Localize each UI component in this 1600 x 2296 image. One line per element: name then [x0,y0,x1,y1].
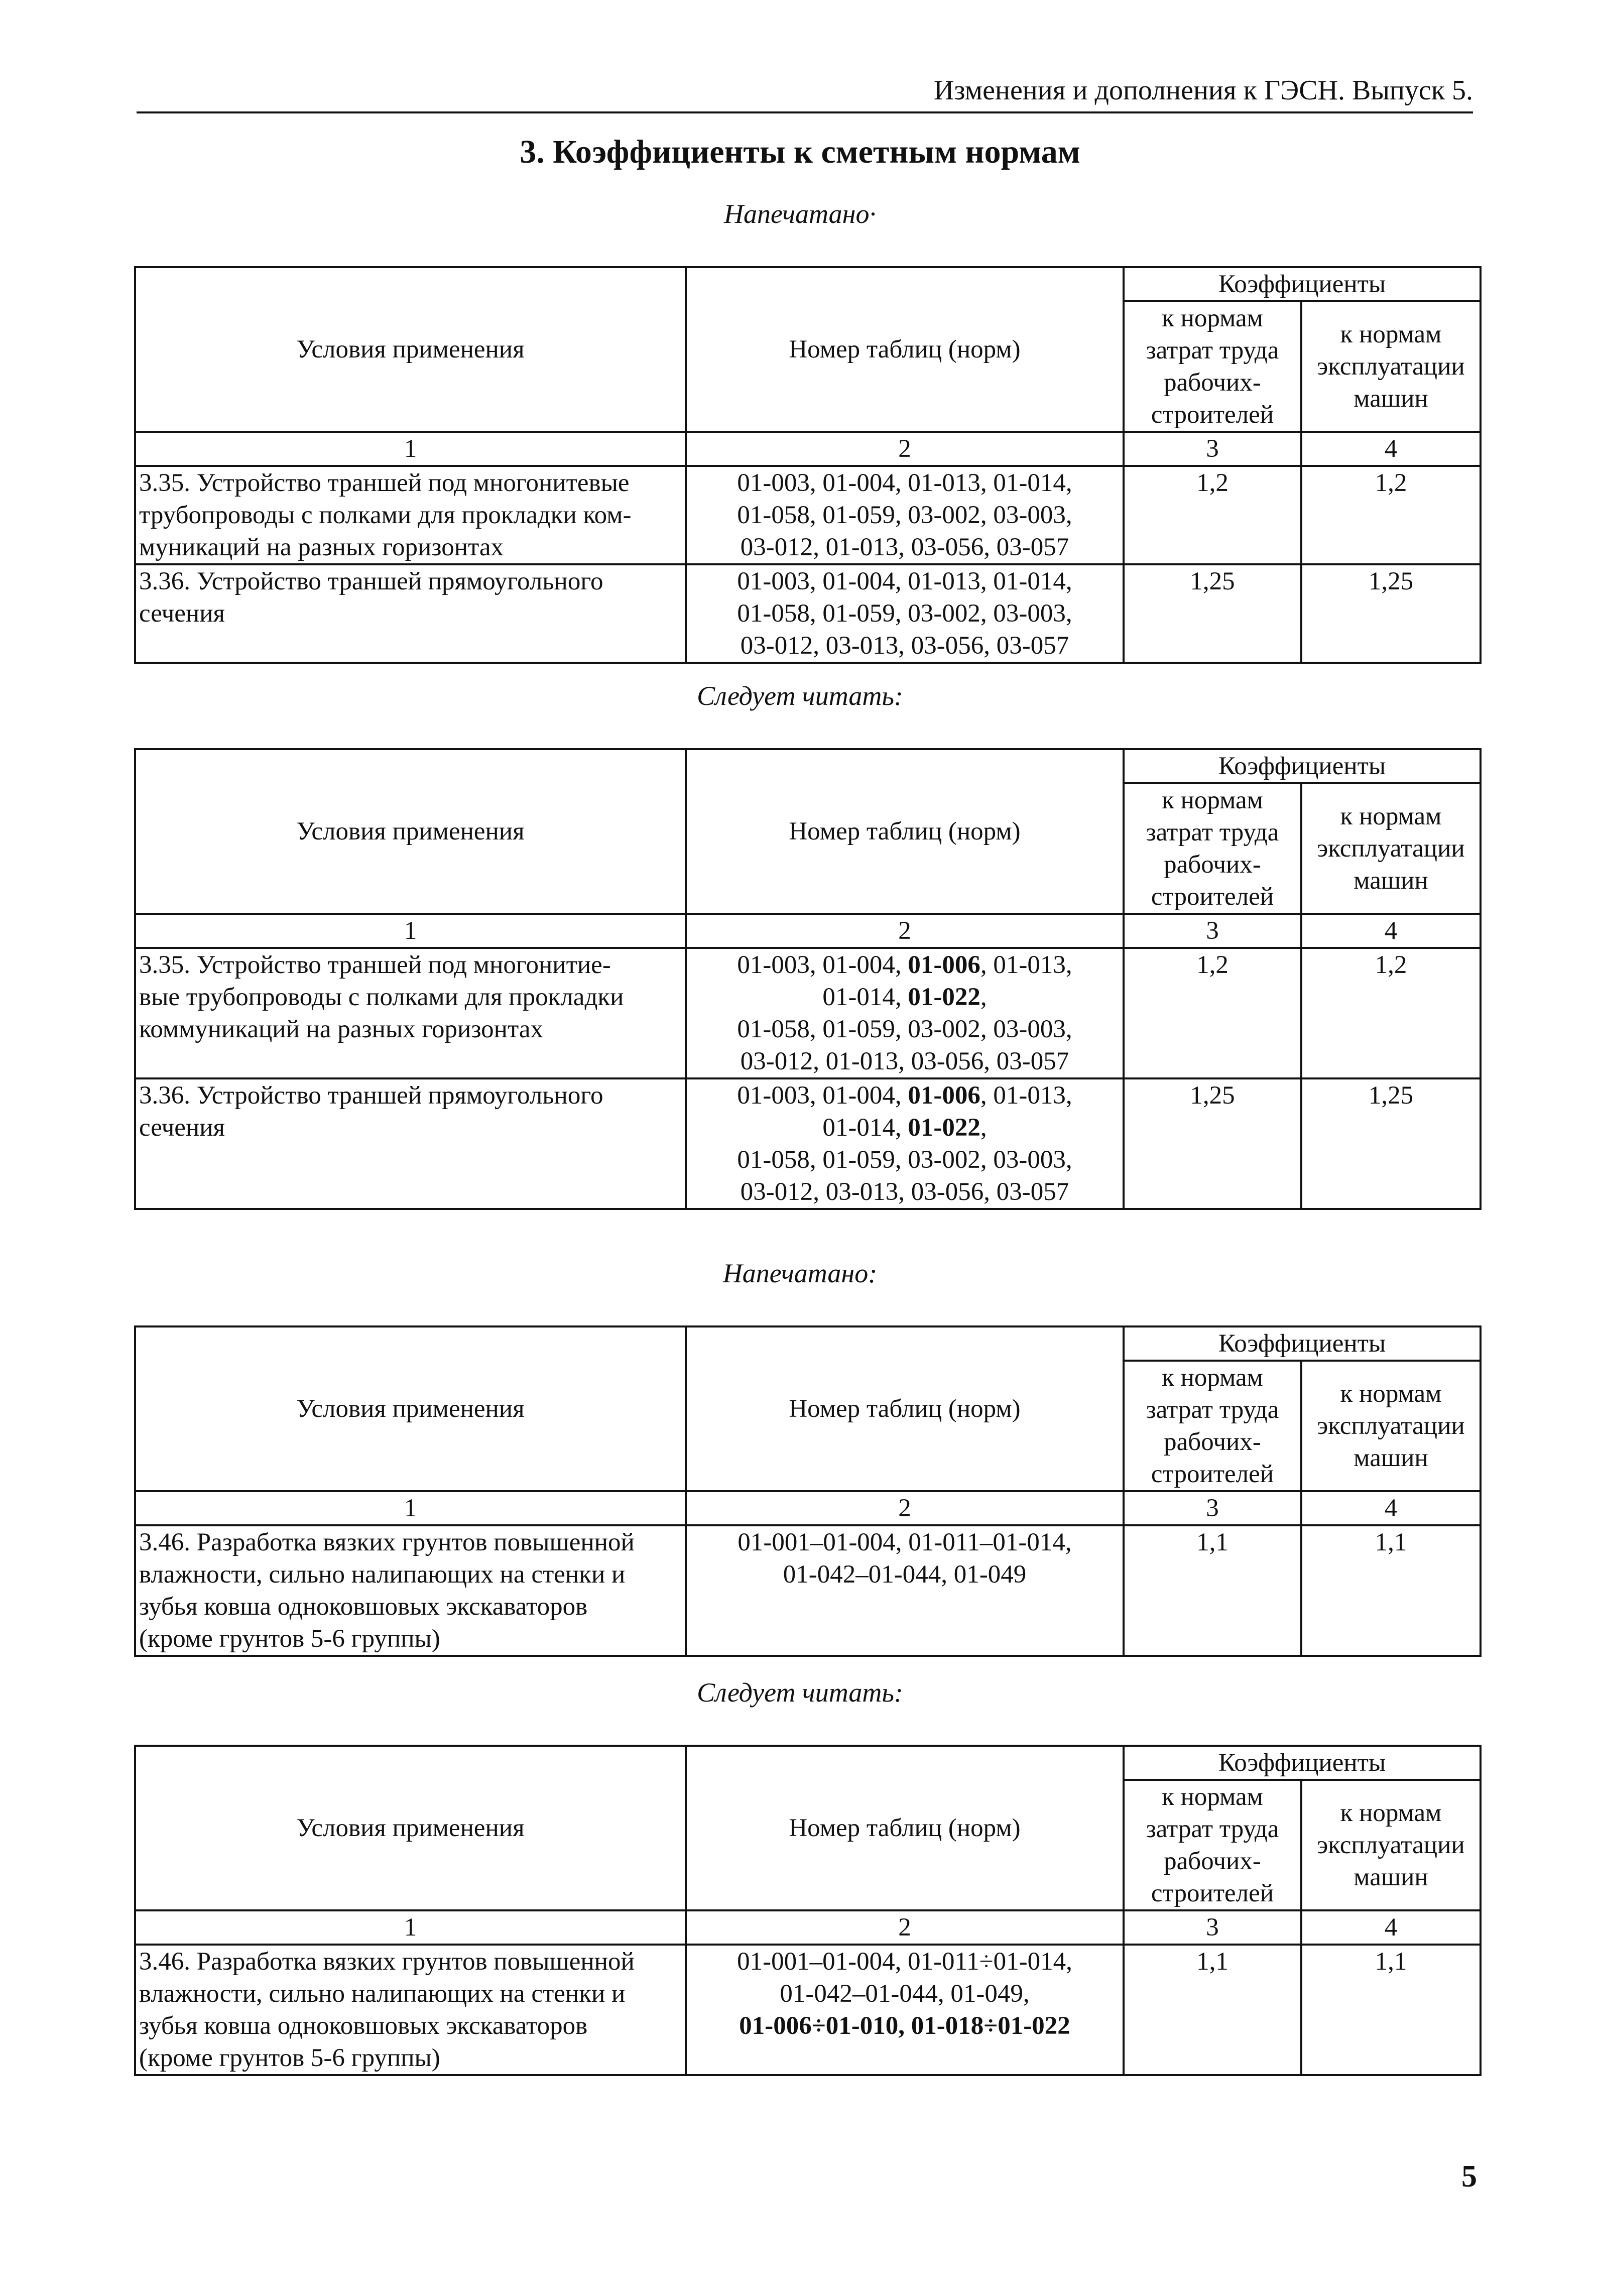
conditions-line: трубопроводы с полками для прокладки ком- [139,501,632,529]
column-number: 3 [1124,914,1301,948]
machine-coefficient: 1,1 [1301,1945,1481,2075]
table-codes-cell [686,1078,1124,1209]
table-row [135,466,1481,564]
new-code: 01-006÷01-010, 01-018÷01-022 [739,2012,1070,2040]
code-text: 01-003, 01-004, [737,951,908,979]
labor-coefficient: 1,25 [1124,1078,1301,1209]
header-row [135,1746,1481,1780]
header-machines-line: эксплуатации [1317,352,1465,381]
conditions-line: сечения [139,1114,225,1142]
header-labor [1124,301,1301,432]
table-row [135,1078,1481,1209]
column-number: 4 [1301,914,1481,948]
conditions-line: 3.36. Устройство траншей прямоугольного [139,567,603,595]
header-labor-line: затрат труда [1146,336,1279,365]
code-text: , [980,1114,987,1142]
column-number: 1 [135,914,686,948]
coefficients-table [134,1745,1482,2076]
header-labor-line: строителей [1151,1879,1274,1907]
codes-line [690,1176,1120,1208]
conditions-cell [135,564,686,663]
labor-coefficient: 1,2 [1124,948,1301,1078]
conditions-cell [135,1945,686,2075]
code-text: 01-058, 01-059, 03-002, 03-003, [737,501,1072,529]
table-codes-cell [686,564,1124,663]
code-text: 01-014, [822,1114,908,1142]
header-machines-line: эксплуатации [1317,1412,1465,1440]
new-code: 01-006 [908,951,980,979]
page-number: 5 [1461,2159,1477,2194]
header-machines-line: к нормам [1340,320,1442,348]
code-text: 01-003, 01-004, [737,1081,908,1110]
new-code: 01-022 [908,983,980,1011]
header-tables: Номер таблиц (норм) [686,749,1124,914]
conditions-line: влажности, сильно налипающих на стенки и [139,1560,626,1589]
code-text: 01-058, 01-059, 03-002, 03-003, [737,599,1072,628]
header-row [135,749,1481,783]
conditions-cell [135,1525,686,1656]
codes-line [690,949,1120,981]
header-coefficients: Коэффициенты [1124,1326,1481,1361]
codes-line [690,2010,1120,2042]
running-header-text: Изменения и дополнения к ГЭСН. Выпуск 5. [933,75,1473,106]
machine-coefficient: 1,1 [1301,1525,1481,1656]
table-codes-cell [686,948,1124,1078]
table-row [135,948,1481,1078]
conditions-line: (кроме грунтов 5-6 группы) [139,2044,440,2072]
header-labor-line: рабочих- [1164,1847,1261,1875]
column-number-row [135,914,1481,948]
header-labor-line: строителей [1151,1460,1274,1488]
coefficients-table [134,266,1482,664]
header-labor-line: к нормам [1162,304,1263,332]
header-machines-line: машин [1353,867,1428,895]
header-labor-line: строителей [1151,401,1274,429]
code-text: 01-003, 01-004, 01-013, 01-014, [737,567,1072,595]
conditions-line: сечения [139,599,225,628]
machine-coefficient: 1,2 [1301,466,1481,564]
conditions-line: 3.35. Устройство траншей под многонитие- [139,951,611,979]
new-code: 01-006 [908,1081,980,1110]
header-tables: Номер таблиц (норм) [686,1326,1124,1491]
codes-line [690,1144,1120,1176]
header-labor [1124,1780,1301,1910]
header-labor-line: рабочих- [1164,1428,1261,1456]
codes-line [690,1946,1120,1978]
header-conditions: Условия применения [135,1326,686,1491]
code-text: 03-012, 01-013, 03-056, 03-057 [740,1047,1069,1075]
column-number: 4 [1301,1491,1481,1525]
codes-line [690,467,1120,499]
code-text: 01-058, 01-059, 03-002, 03-003, [737,1146,1072,1174]
header-labor-line: рабочих- [1164,851,1261,879]
conditions-line: 3.36. Устройство траншей прямоугольного [139,1081,603,1110]
code-text: 01-001–01-004, 01-011–01-014, [737,1528,1072,1556]
table-row [135,1945,1481,2075]
header-machines-line: к нормам [1340,1380,1442,1408]
conditions-cell [135,466,686,564]
header-machines [1301,783,1481,914]
code-text: 01-003, 01-004, 01-013, 01-014, [737,469,1072,497]
column-number: 4 [1301,432,1481,466]
header-conditions: Условия применения [135,267,686,432]
column-number: 1 [135,1491,686,1525]
column-number-row [135,1491,1481,1525]
header-labor [1124,1361,1301,1491]
codes-line [690,531,1120,563]
conditions-cell [135,1078,686,1209]
header-labor-line: рабочих- [1164,369,1261,397]
code-text: 01-042–01-044, 01-049 [783,1560,1027,1589]
caption-printed-1: Напечатано· [724,199,876,229]
column-number: 2 [686,914,1124,948]
header-conditions: Условия применения [135,1746,686,1910]
header-coefficients: Коэффициенты [1124,749,1481,783]
coefficients-table [134,748,1482,1210]
codes-line [690,1112,1120,1144]
machine-coefficient: 1,2 [1301,948,1481,1078]
header-coefficients: Коэффициенты [1124,1746,1481,1780]
header-conditions: Условия применения [135,749,686,914]
conditions-line: муникаций на разных горизонтах [139,533,504,561]
code-text: 03-012, 03-013, 03-056, 03-057 [740,1178,1069,1206]
header-labor [1124,783,1301,914]
table-row [135,1525,1481,1656]
header-tables: Номер таблиц (норм) [686,1746,1124,1910]
conditions-cell [135,948,686,1078]
header-machines [1301,301,1481,432]
codes-line [690,981,1120,1013]
labor-coefficient: 1,1 [1124,1945,1301,2075]
column-number: 2 [686,1491,1124,1525]
caption-should-read-1: Следует читать: [697,681,903,711]
code-text: , 01-013, [980,951,1072,979]
header-machines [1301,1361,1481,1491]
header-labor-line: к нормам [1162,786,1263,814]
header-labor-line: к нормам [1162,1364,1263,1392]
codes-line [690,565,1120,597]
caption-printed-2: Напечатано: [722,1258,878,1288]
codes-line [690,1013,1120,1045]
table-codes-cell [686,1945,1124,2075]
labor-coefficient: 1,1 [1124,1525,1301,1656]
conditions-line: коммуникаций на разных горизонтах [139,1015,544,1043]
column-number: 3 [1124,432,1301,466]
column-number-row [135,1910,1481,1945]
code-text: 03-012, 01-013, 03-056, 03-057 [740,533,1069,561]
coefficients-table [134,1325,1482,1657]
header-machines-line: к нормам [1340,1799,1442,1827]
code-text: 01-058, 01-059, 03-002, 03-003, [737,1015,1072,1043]
code-text: 03-012, 03-013, 03-056, 03-057 [740,632,1069,660]
code-text: , 01-013, [980,1081,1072,1110]
column-number: 3 [1124,1910,1301,1945]
header-machines-line: эксплуатации [1317,1831,1465,1859]
conditions-line: (кроме грунтов 5-6 группы) [139,1625,440,1653]
running-header [137,75,1473,113]
header-coefficients: Коэффициенты [1124,267,1481,301]
caption-should-read-2: Следует читать: [697,1677,903,1708]
code-text: 01-042–01-044, 01-049, [780,1980,1030,2008]
header-row [135,1326,1481,1361]
codes-line [690,597,1120,630]
header-labor-line: к нормам [1162,1783,1263,1811]
machine-coefficient: 1,25 [1301,564,1481,663]
section-title: 3. Коэффициенты к сметным нормам [520,134,1080,170]
column-number: 2 [686,432,1124,466]
header-machines-line: машин [1353,1863,1428,1891]
header-machines-line: эксплуатации [1317,834,1465,863]
codes-line [690,1079,1120,1112]
header-labor-line: затрат труда [1146,1815,1279,1843]
header-labor-line: строителей [1151,883,1274,911]
codes-line [690,1526,1120,1558]
conditions-line: зубья ковша одноковшовых экскаваторов [139,2012,588,2040]
column-number: 1 [135,1910,686,1945]
machine-coefficient: 1,25 [1301,1078,1481,1209]
column-number: 2 [686,1910,1124,1945]
header-tables: Номер таблиц (норм) [686,267,1124,432]
codes-line [690,1978,1120,2010]
code-text: , [980,983,987,1011]
table-row [135,564,1481,663]
header-machines-line: машин [1353,385,1428,413]
code-text: 01-014, [822,983,908,1011]
codes-line [690,630,1120,662]
header-labor-line: затрат труда [1146,818,1279,847]
table-codes-cell [686,466,1124,564]
conditions-line: влажности, сильно налипающих на стенки и [139,1980,626,2008]
column-number-row [135,432,1481,466]
codes-line [690,1045,1120,1077]
header-row [135,267,1481,301]
conditions-line: 3.35. Устройство траншей под многонитевые [139,469,630,497]
conditions-line: зубья ковша одноковшовых экскаваторов [139,1593,588,1621]
column-number: 1 [135,432,686,466]
table-codes-cell [686,1525,1124,1656]
header-machines [1301,1780,1481,1910]
codes-line [690,1558,1120,1591]
header-machines-line: машин [1353,1444,1428,1472]
header-machines-line: к нормам [1340,802,1442,830]
new-code: 01-022 [908,1114,980,1142]
column-number: 3 [1124,1491,1301,1525]
codes-line [690,499,1120,531]
labor-coefficient: 1,25 [1124,564,1301,663]
column-number: 4 [1301,1910,1481,1945]
code-text: 01-001–01-004, 01-011÷01-014, [737,1948,1072,1976]
header-labor-line: затрат труда [1146,1396,1279,1424]
conditions-line: вые трубопроводы с полками для прокладки [139,983,624,1011]
conditions-line: 3.46. Разработка вязких грунтов повышенной [139,1948,635,1976]
labor-coefficient: 1,2 [1124,466,1301,564]
conditions-line: 3.46. Разработка вязких грунтов повышенной [139,1528,635,1556]
